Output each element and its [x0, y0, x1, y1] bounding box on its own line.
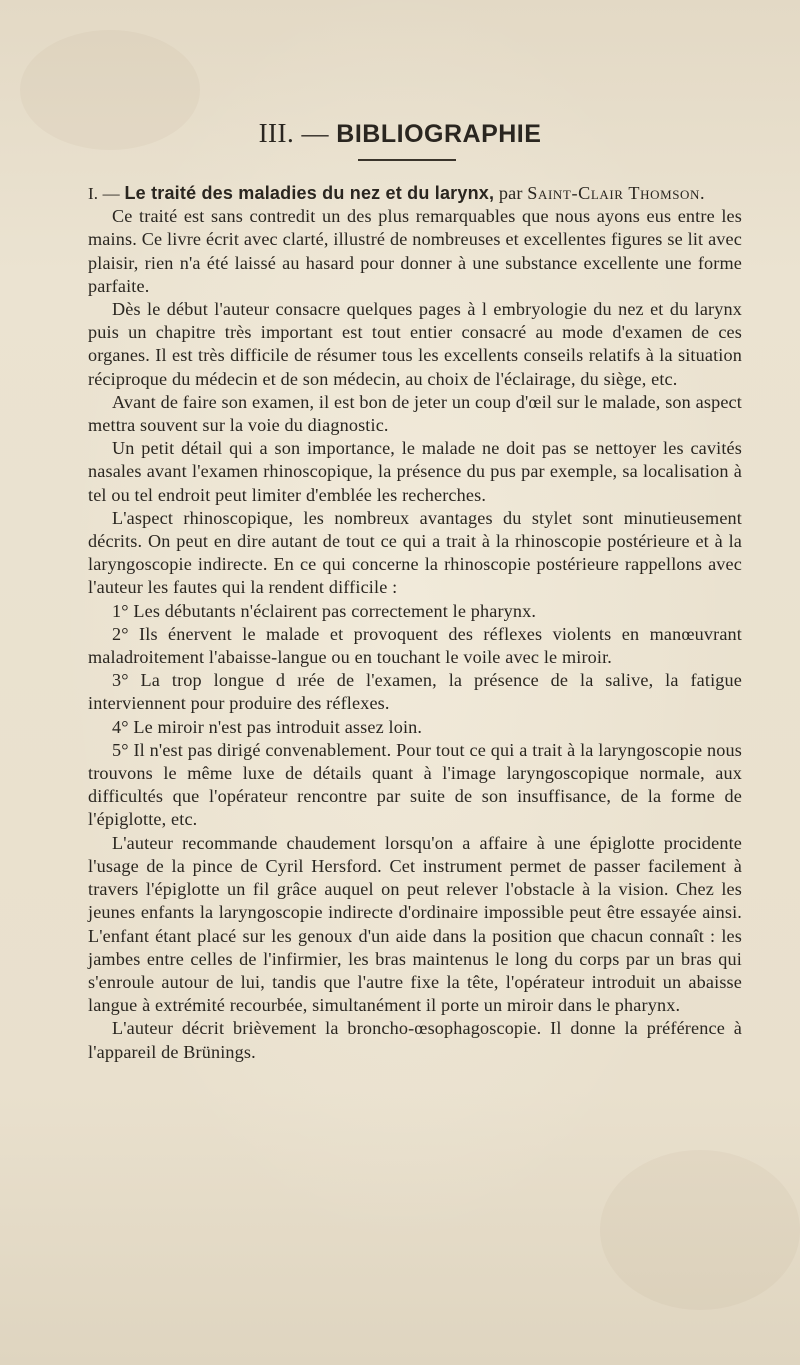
list-item: 4° Le miroir n'est pas introduit assez loin. [112, 716, 423, 737]
section-heading [0, 118, 800, 149]
list-item: 3° La trop longue d ırée de l'examen, la présence de la salive, la fatigue interviennent pour produire des réflexes. [88, 670, 742, 714]
article-author: Saint-Clair Thomson. [527, 183, 706, 203]
paragraph: Dès le début l'auteur consacre quelques pages à l embryologie du nez et du larynx puis un chapitre très important est tout entier consacré au mode d'examen de ces organes. Il est très difficile de résumer tous les excellents conseils relatifs à la situation réciproque du médecin et de son médecin, au choix de l'éclairage, du siège, etc. [88, 299, 742, 389]
paragraph: L'aspect rhinoscopique, les nombreux avantages du stylet sont minutieusement décrits. On peut en dire autant de tout ce qui a trait à la rhinoscopie postérieure et à la laryngoscopie indirecte. En ce qui concerne la rhinoscopie postérieure rappellons avec l'auteur les fautes qui la rendent difficile : [88, 507, 742, 598]
section-title: BIBLIOGRAPHIE [336, 120, 542, 148]
paragraph: Un petit détail qui a son importance, le malade ne doit pas se nettoyer les cavités nasales avant l'examen rhinoscopique, la présence du pus par exemple, sa localisation à tel ou tel endroit peut limiter d'emblée les recherches. [88, 438, 742, 505]
heading-underline [358, 159, 456, 161]
article-title [88, 182, 742, 205]
list-item: 2° Ils énervent le malade et provoquent des réflexes violents en manœuvrant maladroitement l'abaisse-langue ou en touchant le voile avec le miroir. [88, 623, 742, 668]
paragraph: L'auteur décrit brièvement la broncho-œsophagoscopie. Il donne la préférence à l'appareil de Brünings. [88, 1018, 742, 1062]
list-item: 1° Les débutants n'éclairent pas correctement le pharynx. [112, 600, 537, 621]
paragraph: Ce traité est sans contredit un des plus remarquables que nous ayons eus entre les mains. Ce livre écrit avec clarté, illustré de nombreuses et excellentes figures se lit avec plaisir, rien n'a été laissé au hasard pour donner à une substance excellente une forme parfaite. [88, 206, 742, 296]
review-article [88, 182, 742, 1064]
list-item: 5° Il n'est pas dirigé convenablement. Pour tout ce qui a trait à la laryngoscopie nous trouvons le même luxe de détails quant à l'image laryngoscopique normale, aux difficultés que l'opérateur rencontre par suite de son insuffisance, de la forme de l'épiglotte, etc. [88, 739, 742, 830]
section-number: III. — [258, 118, 330, 148]
paragraph: L'auteur recommande chaudement lorsqu'on a affaire à une épiglotte procidente l'usage de la pince de Cyril Hersford. Cet instrument permet de passer facilement à travers l'épiglotte un fil grâce auquel on peut relever l'obstacle à la vision. Chez les jeunes enfants la laryngoscopie indirecte d'ordinaire impossible peut être essayée ainsi. L'enfant étant placé sur les genoux d'un aide dans la position que chacun connaît : les jambes entre celles de l'infirmier, les bras maintenus le long du corps par un bras qui s'enroule autour de lui, tandis que l'autre fixe la tête, l'opérateur introduit un abaisse langue à extrémité recourbée, simultanément il porte un miroir dans le pharynx. [88, 832, 742, 1016]
paragraph: Avant de faire son examen, il est bon de jeter un coup d'œil sur le malade, son aspect mettra souvent sur la voie du diagnostic. [88, 391, 742, 436]
by-word: par [498, 183, 523, 203]
paper-stain [600, 1150, 800, 1310]
article-number: I. — [88, 184, 120, 203]
book-title: Le traité des maladies du nez et du larynx, [124, 183, 495, 203]
